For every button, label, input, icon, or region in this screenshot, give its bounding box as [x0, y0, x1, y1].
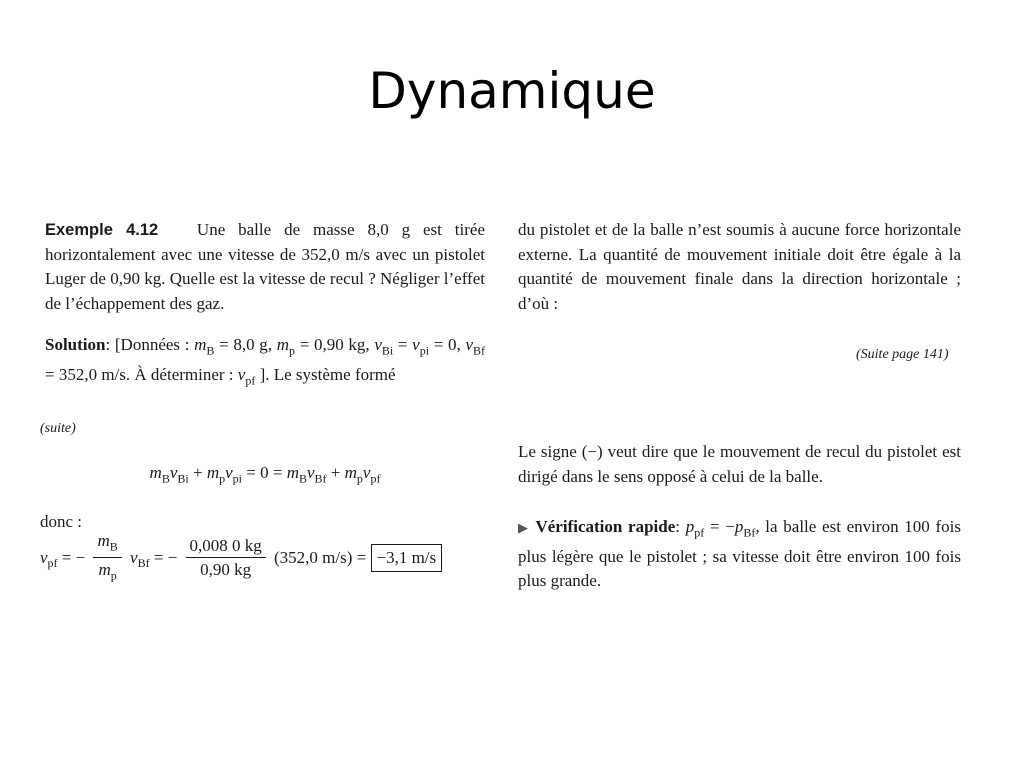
recoil-equation: $v_{pf}$ = − $\frac{m_B}{m_p}$ $v_{Bf}$ = − $\frac{0,008 0 kg}{0,90 kg}$ (352,0 m/s) = −3,1 m/s	[40, 530, 490, 588]
example-statement-block	[45, 218, 485, 316]
donc-label: donc :	[40, 512, 83, 531]
verification-label: Vérification rapide	[535, 517, 676, 536]
solution-block	[45, 333, 485, 393]
mass-ratio-fraction: $\frac{m_B}{m_p}$	[93, 530, 121, 588]
solution-text-1: : [Données :	[105, 335, 195, 354]
recoil-result: −3,1 m/s	[371, 544, 443, 573]
momentum-explanation: du pistolet et de la balle n’est soumis à aucune force horizontale externe. La quantité de mouvement initiale doit être égale à la quantité de mouvement finale dans la direction horizontale ; d’où :	[518, 220, 961, 313]
verification-block: ▶ Vérification rapide: $p_{pf} = -p_{Bf}$, la balle est environ 100 fois plus légère que le pistolet ; sa vitesse doit être environ 100 fois plus grande.	[518, 517, 962, 591]
slide-title: Dynamique	[368, 62, 656, 120]
momentum-equation: $m_Bv_{Bi} + m_pv_{pi} = 0 = m_Bv_{Bf} + m_pv_{pf}$	[149, 463, 381, 486]
numeric-fraction: $\frac{0,008 0 kg}{0,90 kg}$	[186, 535, 266, 582]
example-heading: Exemple 4.12	[45, 221, 159, 239]
continued-note: (Suite page 141)	[856, 347, 949, 362]
example-statement: Une balle de masse 8,0 g est tirée horizontalement avec une vitesse de 352,0 m/s avec un pistolet Luger de 0,90 kg. Quelle est la vitesse de recul ? Négliger l’effet de l’échappement des gaz.	[45, 220, 485, 313]
sign-explanation: Le signe (−) veut dire que le mouvement de recul du pistolet est dirigé dans le sens opposé à celui de la balle.	[518, 442, 961, 486]
pointer-arrow-icon: ▶	[518, 520, 530, 535]
suite-label: (suite)	[40, 421, 76, 436]
verification-text: , la balle est environ 100 fois plus légère que le pistolet ; sa vitesse doit être environ 100 fois plus grande.	[518, 517, 962, 591]
solution-givens: $m_B = 8,0$ g, $m_p = 0,90$ kg, $v_{Bi} = v_{pi} = 0$, $v_{Bf} = 352,0$ m/s. À déterminer : $v_{pf}$	[45, 335, 485, 388]
solution-label: Solution	[45, 335, 106, 354]
solution-text-2: ]. Le système formé	[259, 364, 396, 384]
